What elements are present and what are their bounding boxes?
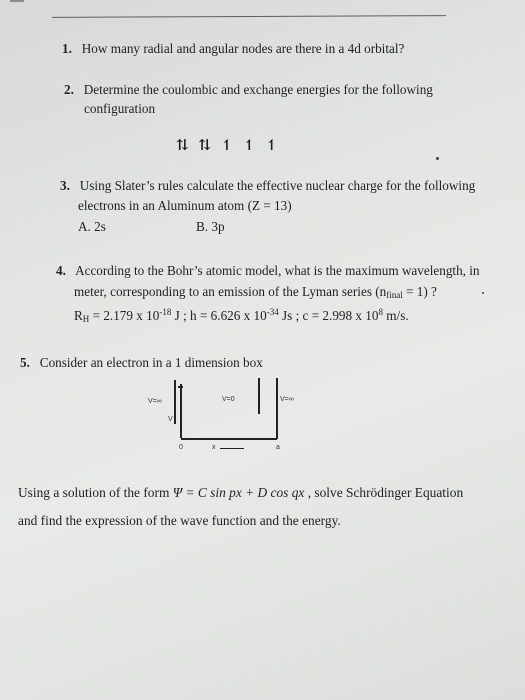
question-2-number: 2. bbox=[64, 82, 74, 97]
question-1-number: 1. bbox=[62, 41, 72, 56]
light-speed-exponent: 8 bbox=[378, 307, 383, 317]
closing-line-2: and find the expression of the wave function and the energy. bbox=[18, 513, 341, 528]
question-2-line1: Determine the coulombic and exchange energies for the following bbox=[83, 82, 433, 97]
line2-end: = 1) ? bbox=[402, 284, 437, 299]
spin-arrow-4: ↿ bbox=[242, 138, 257, 154]
question-3-line2: electrons in an Aluminum atom (Z = 13) bbox=[78, 198, 292, 213]
question-4-constants bbox=[74, 304, 409, 327]
v-zero-label: V=0 bbox=[222, 396, 235, 403]
right-wall bbox=[276, 378, 278, 439]
question-5-number: 5. bbox=[20, 355, 30, 370]
stray-dot-2 bbox=[482, 292, 484, 294]
question-1-text: How many radial and angular nodes are there in a 4d orbital? bbox=[81, 41, 405, 56]
question-3-option-a: A. 2s bbox=[78, 219, 106, 234]
stray-dot bbox=[436, 157, 439, 160]
v-infinity-left-label: V=∞ bbox=[148, 398, 162, 405]
question-4-line1: According to the Bohr’s atomic model, what is the maximum wavelength, in bbox=[75, 263, 480, 278]
x-axis-arrow bbox=[220, 448, 244, 449]
question-3-number: 3. bbox=[60, 178, 70, 193]
light-speed-unit: m/s. bbox=[382, 308, 409, 323]
spin-arrow-1: ⇅ bbox=[176, 138, 190, 154]
line2-text: meter, corresponding to an emission of the Lyman series (n bbox=[74, 284, 387, 299]
question-2 bbox=[64, 82, 433, 98]
left-wall-outer bbox=[174, 380, 176, 424]
closing-line-1-end: , solve Schrödinger Equation bbox=[304, 485, 464, 500]
origin-label: 0 bbox=[179, 444, 183, 451]
question-3-line1: Using Slater’s rules calculate the effective nuclear charge for the following bbox=[79, 178, 476, 193]
top-rule bbox=[52, 15, 446, 18]
rydberg-symbol: R bbox=[74, 308, 83, 323]
question-3 bbox=[60, 178, 475, 194]
v-axis-label: V bbox=[168, 416, 173, 423]
electron-configuration-diagram bbox=[176, 136, 283, 155]
n-final-subscript: final bbox=[386, 290, 403, 300]
right-wall-inner bbox=[258, 378, 260, 414]
rydberg-subscript: H bbox=[82, 314, 90, 324]
spin-arrow-3: ↿ bbox=[220, 138, 235, 154]
a-label: a bbox=[276, 444, 280, 451]
left-wall bbox=[180, 384, 182, 438]
rydberg-value: = 2.179 x 10 bbox=[89, 308, 160, 323]
planck-value: J ; h = 6.626 x 10 bbox=[171, 308, 267, 323]
question-1 bbox=[62, 41, 404, 57]
rydberg-exponent: -18 bbox=[159, 307, 172, 317]
spin-arrow-2: ⇅ bbox=[198, 138, 212, 154]
x-axis-label: x bbox=[212, 444, 216, 451]
closing-line-1-start: Using a solution of the form bbox=[18, 485, 173, 500]
box-floor bbox=[181, 438, 277, 440]
planck-exponent: -34 bbox=[266, 307, 279, 317]
question-4 bbox=[56, 263, 480, 279]
question-5-text: Consider an electron in a 1 dimension box bbox=[39, 355, 263, 370]
question-3-option-b: B. 3p bbox=[196, 219, 225, 234]
y-axis-arrowhead bbox=[178, 386, 183, 388]
spin-arrow-5: ↿ bbox=[265, 138, 279, 154]
closing-line-1 bbox=[18, 485, 463, 501]
particle-in-box-diagram bbox=[150, 368, 300, 460]
question-2-line2: configuration bbox=[84, 101, 156, 116]
v-infinity-right-label: V=∞ bbox=[280, 396, 294, 403]
question-4-line2 bbox=[74, 284, 437, 303]
light-speed-value: Js ; c = 2.998 x 10 bbox=[278, 308, 379, 323]
wave-function-formula: Ψ = C sin px + D cos qx bbox=[172, 485, 305, 500]
question-4-number: 4. bbox=[56, 263, 66, 278]
page-mark bbox=[10, 0, 24, 2]
